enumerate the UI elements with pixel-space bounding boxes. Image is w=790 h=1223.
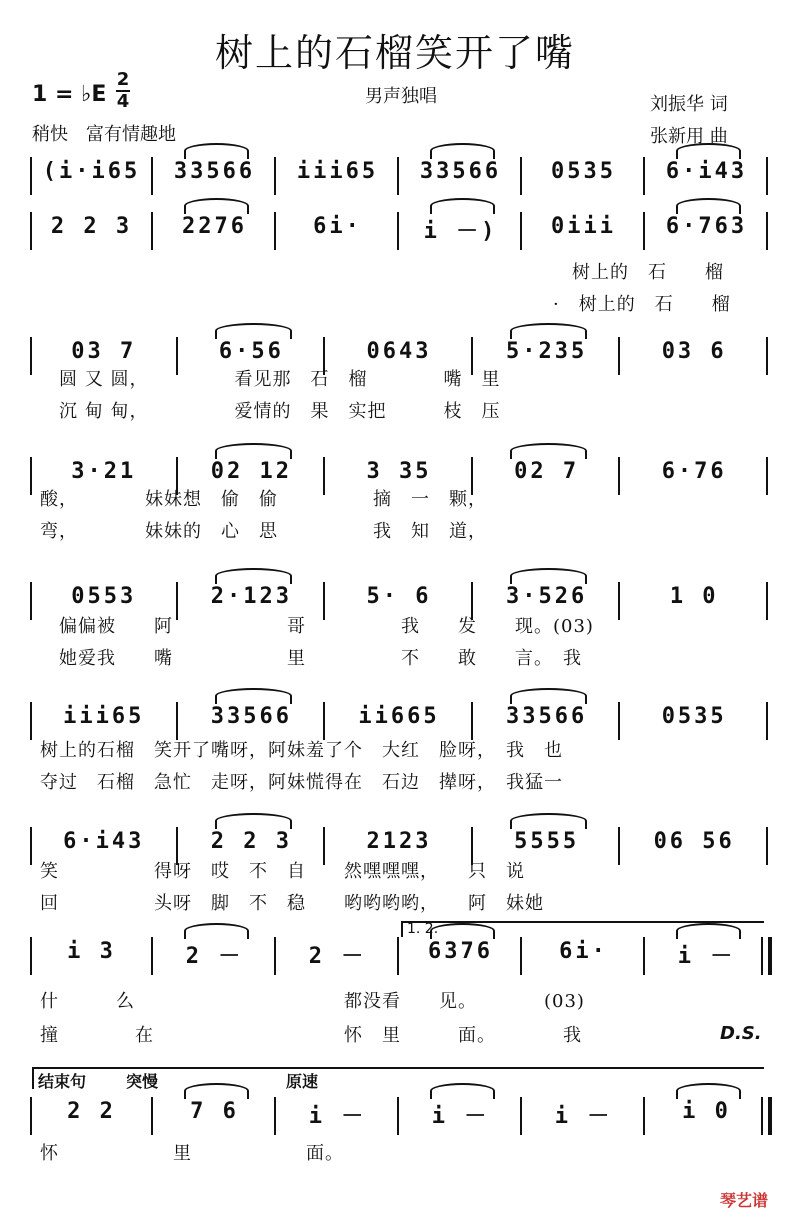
measure: 2 －	[185, 944, 244, 969]
lyric-line: 沉 甸 甸， 爱情的 果 实把 枝 压	[40, 401, 501, 422]
barline	[30, 1097, 32, 1135]
barline	[151, 212, 153, 250]
time-top: 2	[116, 69, 130, 90]
barline	[520, 937, 522, 975]
slur	[676, 1083, 742, 1099]
measure: 03 7	[71, 339, 137, 364]
barline	[274, 937, 276, 975]
measure: 03 6	[661, 339, 727, 364]
barline	[30, 937, 32, 975]
slur	[510, 813, 588, 829]
measure: (i·i65	[42, 159, 141, 184]
final-barline	[761, 1097, 772, 1135]
slur	[215, 813, 293, 829]
time-signature	[116, 69, 130, 112]
barline	[643, 212, 645, 250]
measure: i －)	[423, 219, 498, 244]
measure: 02 12	[210, 459, 292, 484]
measure: 2 2 3	[50, 214, 133, 239]
measure: 2 －	[308, 944, 367, 969]
measure: 5·235	[505, 339, 588, 364]
barline	[176, 702, 178, 740]
slur	[184, 143, 250, 159]
measure: 6376	[428, 939, 493, 964]
barline	[471, 702, 473, 740]
barline	[397, 212, 399, 250]
barline	[30, 582, 32, 620]
measure: 0535	[551, 159, 616, 184]
measure: 6·763	[665, 214, 748, 239]
measure: 3·526	[505, 584, 588, 609]
slur	[510, 323, 588, 339]
watermark-logo: 琴艺谱	[719, 1191, 768, 1210]
composer: 张新用 曲	[650, 126, 728, 147]
performance-type: 男声独唱	[365, 86, 437, 107]
measure: 2123	[366, 829, 432, 854]
lyric-line: 偏偏被 阿 哥 我 发 现。(03)	[40, 616, 594, 637]
slur	[676, 143, 742, 159]
measure: 7 6	[190, 1099, 239, 1124]
barline	[30, 337, 32, 375]
ending-bracket	[32, 1067, 764, 1089]
barline	[643, 937, 645, 975]
slur	[510, 688, 588, 704]
measure: 33566	[419, 159, 502, 184]
measure: 0iii	[551, 214, 616, 239]
barline	[520, 212, 522, 250]
lyric-line: 弯， 妹妹的 心 思 我 知 道，	[40, 521, 487, 542]
barline	[766, 337, 768, 375]
key-signature: 1 = ♭E	[32, 82, 107, 107]
slur	[215, 568, 293, 584]
barline	[618, 702, 620, 740]
barline	[274, 157, 276, 195]
measure: iii65	[296, 159, 379, 184]
barline	[397, 1097, 399, 1135]
measure: 33566	[505, 704, 588, 729]
slur	[430, 143, 496, 159]
measure: 5· 6	[366, 584, 432, 609]
barline	[274, 212, 276, 250]
barline	[30, 212, 32, 250]
slur	[430, 198, 496, 214]
measure: 0643	[366, 339, 432, 364]
measure: 5555	[514, 829, 580, 854]
lyric-line: 什 么 都没看 见。 (03)	[40, 991, 585, 1012]
barline	[30, 157, 32, 195]
measure: iii65	[63, 704, 145, 729]
lyric-line: 酸， 妹妹想 偷 偷 摘 一 颗，	[40, 489, 487, 510]
lyricist: 刘振华 词	[650, 94, 728, 115]
slur	[215, 323, 293, 339]
barline	[151, 937, 153, 975]
measure: 6·76	[661, 459, 727, 484]
measure: i －	[677, 944, 736, 969]
lyric-line: 树上的石榴 笑开了嘴呀，阿妹羞了个 大红 脸呀， 我 也	[40, 740, 563, 761]
lyric-line: 怀 里 面。	[40, 1143, 344, 1164]
notes-line	[30, 155, 768, 195]
measure: 0553	[71, 584, 137, 609]
lyric-line: 夺过 石榴 急忙 走呀，阿妹慌得在 石边 撵呀， 我猛一	[40, 772, 563, 793]
slur	[676, 923, 742, 939]
measure: ii665	[358, 704, 440, 729]
slur	[215, 688, 293, 704]
slur	[510, 443, 588, 459]
barline	[766, 157, 768, 195]
tempo-marking: 稍快 富有情趣地	[32, 124, 176, 145]
lyric-line: 树上的 石 榴	[40, 262, 724, 283]
lyric-line: 圆 又 圆， 看见那 石 榴 嘴 里	[40, 369, 501, 390]
measure: i －	[431, 1104, 490, 1129]
final-barline	[761, 937, 772, 975]
measure: 6·i43	[665, 159, 748, 184]
slur	[184, 923, 250, 939]
measure: i －	[554, 1104, 613, 1129]
slur	[184, 1083, 250, 1099]
measure: 2276	[182, 214, 247, 239]
barline	[520, 1097, 522, 1135]
barline	[766, 457, 768, 495]
notes-line	[30, 210, 768, 250]
notes-line	[30, 700, 768, 740]
barline	[151, 157, 153, 195]
slur	[430, 923, 496, 939]
volta-label: 1. 2.	[407, 921, 439, 937]
measure: 6·56	[218, 339, 284, 364]
measure: 6·i43	[63, 829, 145, 854]
slur	[215, 443, 293, 459]
measure: 33566	[173, 159, 256, 184]
dal-segno-mark: D.S.	[720, 1023, 762, 1044]
lyric-line: 笑 得呀 哎 不 自 然嘿嘿嘿， 只 说	[40, 861, 525, 882]
barline	[643, 1097, 645, 1135]
barline	[30, 457, 32, 495]
barline	[520, 157, 522, 195]
measure: 3 35	[366, 459, 432, 484]
section-label: 突慢	[126, 1072, 159, 1091]
barline	[643, 157, 645, 195]
lyric-line: · 树上的 石 榴	[40, 294, 731, 315]
lyric-line: 她爱我 嘴 里 不 敢 言。 我	[40, 648, 582, 669]
measure: 2 2	[67, 1099, 116, 1124]
measure: 1 0	[669, 584, 719, 609]
measure: 06 56	[653, 829, 735, 854]
lyric-line: 撞 在 怀 里 面。 我	[40, 1025, 582, 1046]
measure: 0535	[661, 704, 727, 729]
notes-line	[30, 1095, 768, 1135]
slur	[510, 568, 588, 584]
song-title: 树上的石榴笑开了嘴	[214, 31, 575, 75]
barline	[30, 827, 32, 865]
lyric-line: 回 头呀 脚 不 稳 哟哟哟哟， 阿 妹她	[40, 893, 544, 914]
section-label: 结束句	[38, 1072, 87, 1091]
barline	[323, 702, 325, 740]
barline	[274, 1097, 276, 1135]
barline	[30, 702, 32, 740]
measure: 6i·	[559, 939, 608, 964]
measure: 33566	[210, 704, 292, 729]
measure: 3·21	[71, 459, 137, 484]
barline	[397, 937, 399, 975]
barline	[766, 212, 768, 250]
measure: 2·123	[210, 584, 292, 609]
barline	[766, 702, 768, 740]
measure: i 0	[682, 1099, 731, 1124]
barline	[151, 1097, 153, 1135]
measure: 02 7	[514, 459, 580, 484]
notes-line	[30, 935, 768, 975]
slur	[184, 198, 250, 214]
measure: i －	[308, 1104, 367, 1129]
time-bottom: 4	[116, 91, 130, 112]
slur	[676, 198, 742, 214]
measure: 6i·	[313, 214, 362, 239]
section-label: 原速	[286, 1072, 319, 1091]
measure: 2 2 3	[210, 829, 292, 854]
barline	[397, 157, 399, 195]
barline	[766, 582, 768, 620]
barline	[766, 827, 768, 865]
measure: i 3	[67, 939, 116, 964]
slur	[430, 1083, 496, 1099]
